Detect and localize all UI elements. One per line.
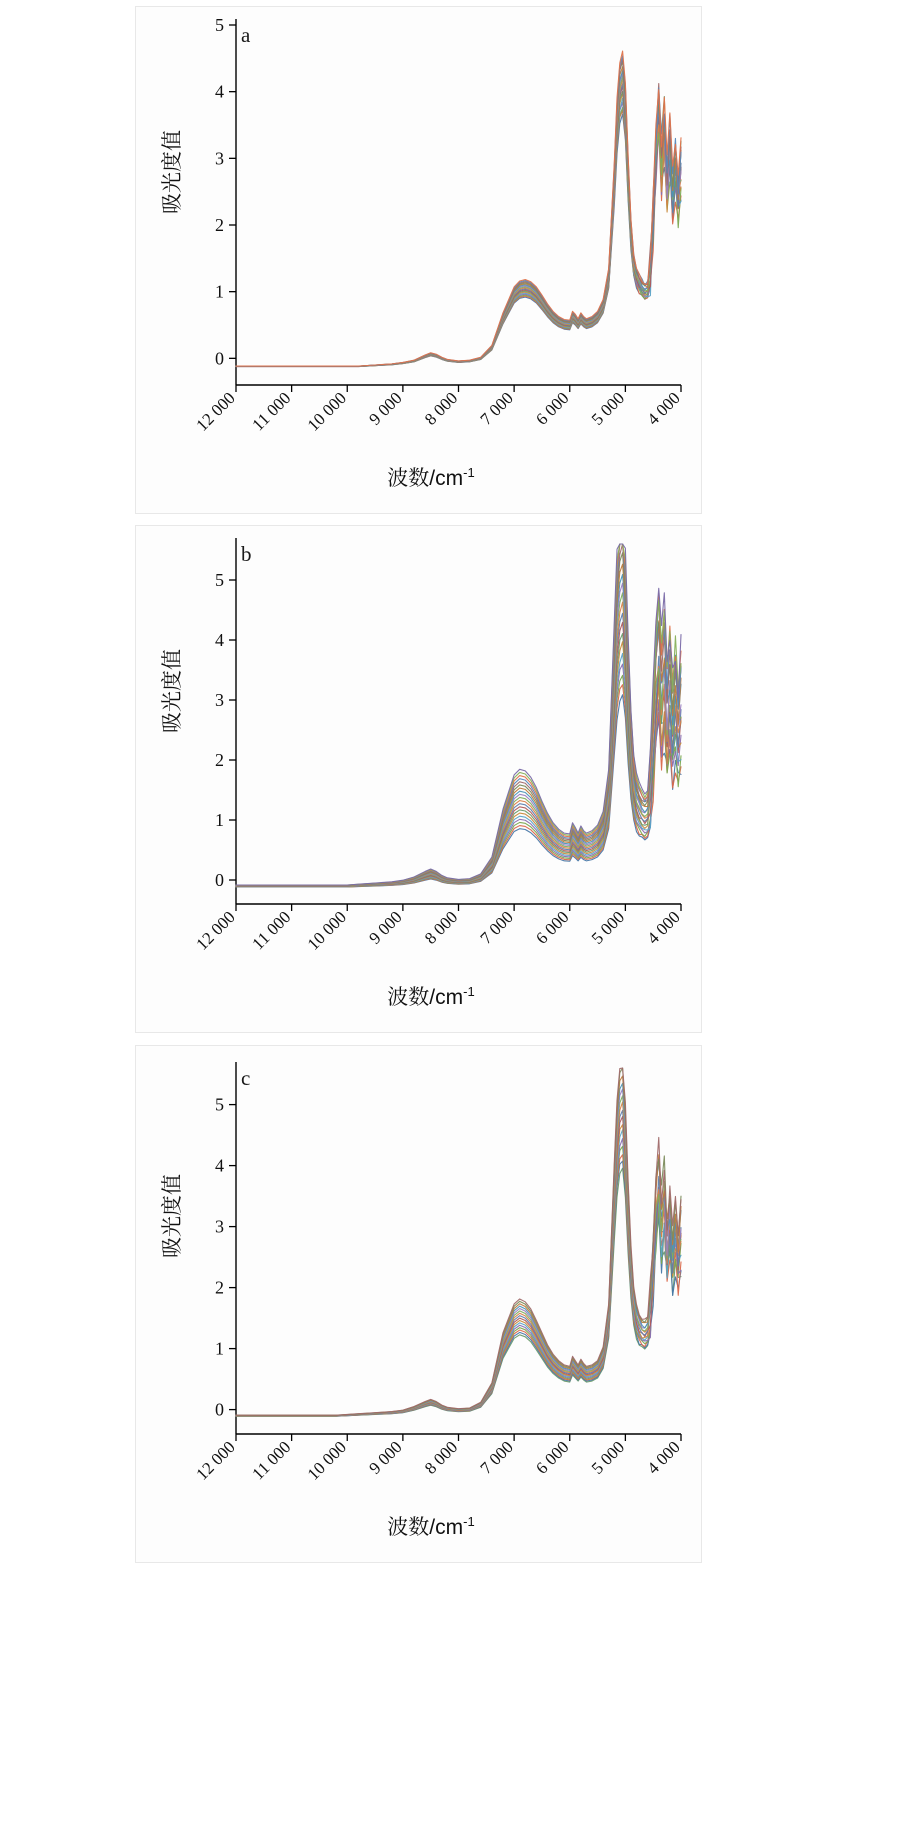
panel-b [135, 525, 702, 1033]
svg-text:5 000: 5 000 [587, 1437, 629, 1478]
panel-c-svg [136, 1046, 701, 1562]
svg-text:12 000: 12 000 [192, 907, 239, 954]
svg-text:4: 4 [215, 1155, 224, 1176]
svg-text:9 000: 9 000 [365, 907, 406, 948]
panel-b-y-axis-label: 吸光度值 [161, 649, 184, 733]
svg-text:4 000: 4 000 [643, 907, 684, 948]
svg-text:4: 4 [215, 630, 224, 650]
panel-c-x-axis-label-text: 波数/cm [387, 1516, 464, 1539]
panel-c-x-axis-label [311, 1511, 551, 1541]
svg-text:12 000: 12 000 [192, 388, 239, 435]
panel-b-letter: b [241, 542, 252, 566]
svg-text:5: 5 [215, 1094, 224, 1115]
panel-c-plot [136, 1046, 701, 1562]
panel-b-x-axis-label-text: 波数/cm [387, 986, 464, 1009]
svg-text:6 000: 6 000 [532, 907, 573, 948]
svg-text:5 000: 5 000 [587, 907, 629, 948]
svg-text:7 000: 7 000 [476, 388, 517, 429]
svg-text:10 000: 10 000 [303, 907, 351, 954]
svg-text:1: 1 [215, 1338, 224, 1359]
svg-text:5: 5 [215, 15, 224, 35]
svg-text:4: 4 [215, 81, 224, 102]
panel-a-svg [136, 7, 701, 513]
svg-text:4 000: 4 000 [643, 388, 684, 429]
svg-text:12 000: 12 000 [192, 1437, 239, 1484]
svg-text:1: 1 [215, 810, 224, 830]
svg-text:0: 0 [215, 348, 224, 369]
svg-text:8 000: 8 000 [420, 907, 462, 948]
svg-text:3: 3 [215, 690, 224, 710]
panel-b-svg [136, 526, 701, 1032]
svg-text:2: 2 [215, 215, 224, 235]
svg-text:6 000: 6 000 [532, 1437, 573, 1478]
panel-a-plot [136, 7, 701, 513]
panel-c-y-axis-label: 吸光度值 [161, 1174, 184, 1258]
svg-text:11 000: 11 000 [248, 388, 295, 435]
svg-text:5 000: 5 000 [587, 388, 629, 429]
panel-b-x-axis-label-sup: -1 [463, 984, 475, 999]
svg-text:9 000: 9 000 [365, 388, 406, 429]
panel-a [135, 6, 702, 514]
svg-text:9 000: 9 000 [365, 1437, 406, 1478]
svg-text:0: 0 [215, 870, 224, 890]
svg-text:1: 1 [215, 281, 224, 302]
svg-text:7 000: 7 000 [476, 907, 517, 948]
svg-text:5: 5 [215, 570, 224, 590]
panel-a-x-axis-label-text: 波数/cm [387, 467, 464, 490]
svg-text:8 000: 8 000 [420, 388, 462, 429]
svg-text:10 000: 10 000 [303, 388, 351, 435]
svg-text:0: 0 [215, 1399, 224, 1420]
panel-a-y-axis-label: 吸光度值 [161, 130, 184, 214]
svg-text:10 000: 10 000 [303, 1437, 351, 1484]
panel-a-x-axis-label-sup: -1 [463, 465, 475, 480]
panel-c-letter: c [241, 1066, 251, 1090]
svg-text:8 000: 8 000 [420, 1437, 462, 1478]
svg-text:3: 3 [215, 1216, 224, 1237]
svg-text:6 000: 6 000 [532, 388, 573, 429]
svg-text:2: 2 [215, 1277, 224, 1298]
svg-text:4 000: 4 000 [643, 1437, 684, 1478]
svg-text:11 000: 11 000 [248, 907, 295, 954]
svg-text:11 000: 11 000 [248, 1437, 295, 1484]
panel-c-x-axis-label-sup: -1 [463, 1514, 475, 1529]
svg-text:7 000: 7 000 [476, 1437, 517, 1478]
panel-b-plot [136, 526, 701, 1032]
panel-c [135, 1045, 702, 1563]
panel-b-x-axis-label [311, 981, 551, 1011]
svg-text:3: 3 [215, 148, 224, 169]
svg-text:2: 2 [215, 750, 224, 770]
panel-a-letter: a [241, 23, 251, 47]
panel-a-x-axis-label [311, 462, 551, 492]
